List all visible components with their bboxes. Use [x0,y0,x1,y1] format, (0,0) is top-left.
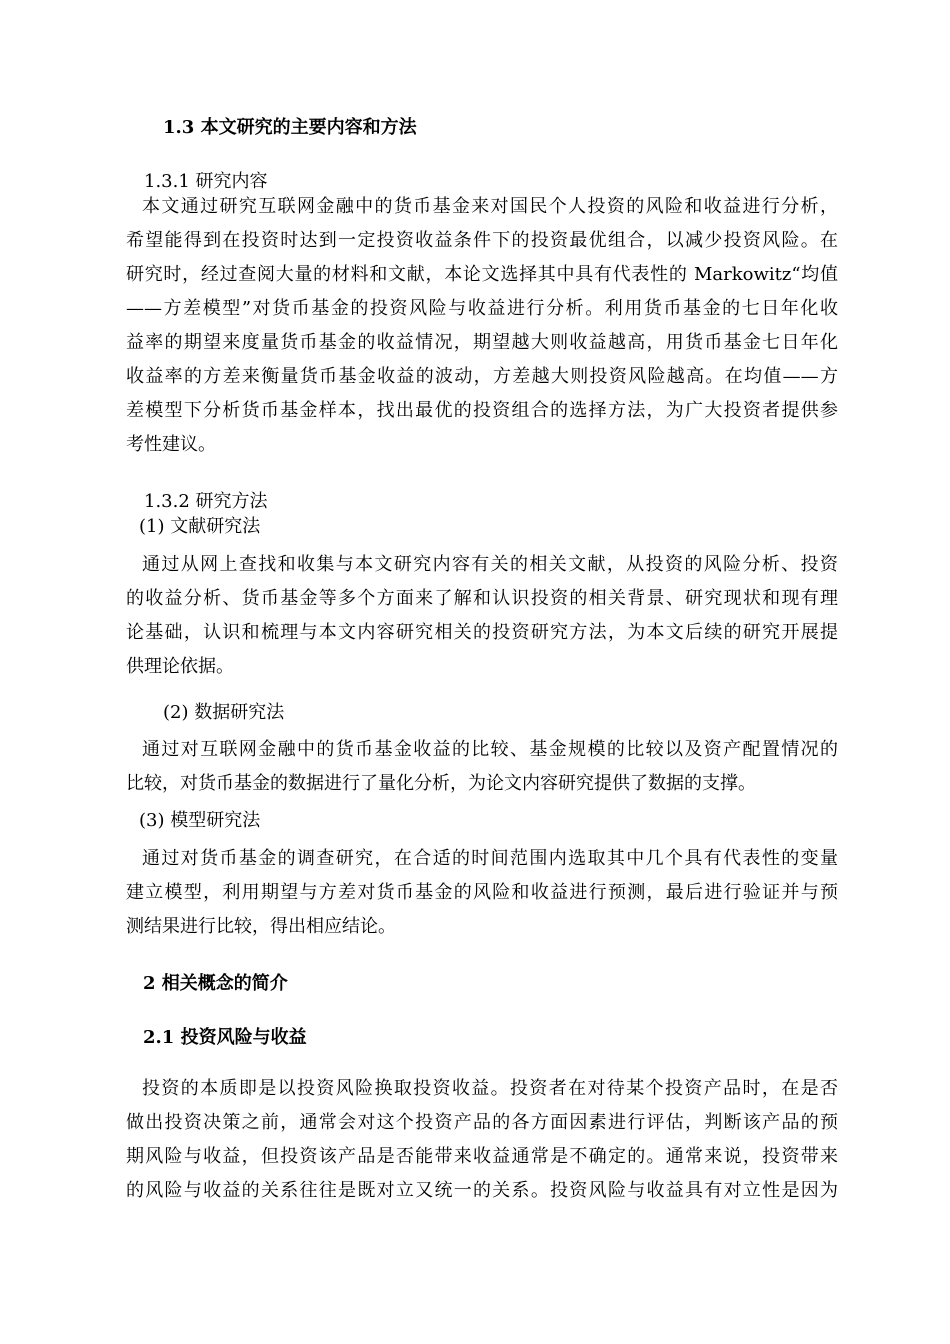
subsection-title-1-3-1: 1.3.1 研究内容 [144,171,268,192]
paragraph-line: 本文通过研究互联网金融中的货币基金来对国民个人投资的风险和收益进行分析， [142,196,838,217]
paragraph-line: 差模型下分析货币基金样本，找出最优的投资组合的选择方法，为广大投资者提供参 [126,400,838,421]
method-title-literature: (1) 文献研究法 [139,516,261,537]
section-heading-1-3: 1.3 本文研究的主要内容和方法 [163,117,417,138]
section-heading-2-1: 2.1 投资风险与收益 [143,1027,307,1048]
paragraph-risk-return [126,1072,838,1208]
paragraph-line: 的收益分析、货币基金等多个方面来了解和认识投资的相关背景、研究现状和现有理 [126,588,838,609]
paragraph-research-content [126,190,838,462]
paragraph-literature-method [126,548,838,684]
paragraph-line: 希望能得到在投资时达到一定投资收益条件下的投资最优组合，以减少投资风险。在 [126,230,838,251]
paragraph-line: 做出投资决策之前，通常会对这个投资产品的各方面因素进行评估，判断该产品的预 [126,1112,838,1133]
paragraph-model-method [126,842,838,944]
paragraph-line: 的风险与收益的关系往往是既对立又统一的关系。投资风险与收益具有对立性是因为 [126,1180,838,1201]
paragraph-line: 论基础，认识和梳理与本文内容研究相关的投资研究方法，为本文后续的研究开展提 [126,622,838,643]
paragraph-line: 研究时，经过查阅大量的材料和文献，本论文选择其中具有代表性的 Markowitz“均值 [126,264,838,285]
subsection-title-1-3-2: 1.3.2 研究方法 [144,491,268,512]
section-heading-2: 2 相关概念的简介 [143,973,288,994]
paragraph-line: 比较，对货币基金的数据进行了量化分析，为论文内容研究提供了数据的支撑。 [126,773,756,794]
paragraph-line: 期风险与收益，但投资该产品是否能带来收益通常是不确定的。通常来说，投资带来 [126,1146,838,1167]
paragraph-line: ——方差模型”对货币基金的投资风险与收益进行分析。利用货币基金的七日年化收 [126,298,838,319]
paragraph-line: 通过从网上查找和收集与本文研究内容有关的相关文献，从投资的风险分析、投资 [142,554,838,575]
method-title-data: (2) 数据研究法 [163,702,285,723]
paragraph-line: 建立模型，利用期望与方差对货币基金的风险和收益进行预测，最后进行验证并与预 [126,882,838,903]
paragraph-line: 测结果进行比较，得出相应结论。 [126,916,396,937]
paragraph-data-method [126,733,838,801]
paragraph-line: 考性建议。 [126,434,216,455]
method-title-model: (3) 模型研究法 [139,810,261,831]
paragraph-line: 收益率的方差来衡量货币基金收益的波动，方差越大则投资风险越高。在均值——方 [126,366,838,387]
paragraph-line: 通过对互联网金融中的货币基金收益的比较、基金规模的比较以及资产配置情况的 [142,739,838,760]
paragraph-line: 益率的期望来度量货币基金的收益情况，期望越大则收益越高，用货币基金七日年化 [126,332,838,353]
paragraph-line: 投资的本质即是以投资风险换取投资收益。投资者在对待某个投资产品时，在是否 [142,1078,838,1099]
paragraph-line: 供理论依据。 [126,656,234,677]
paragraph-line: 通过对货币基金的调查研究，在合适的时间范围内选取其中几个具有代表性的变量 [142,848,838,869]
